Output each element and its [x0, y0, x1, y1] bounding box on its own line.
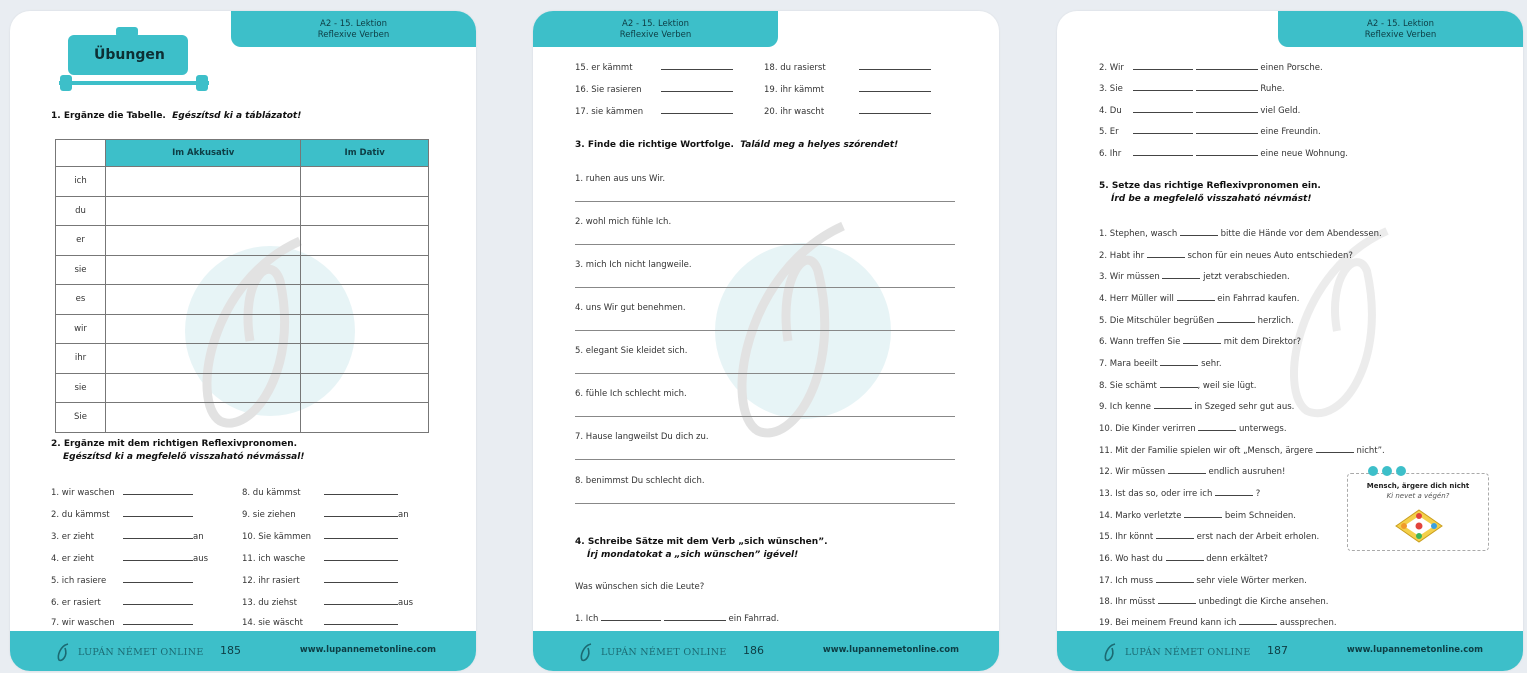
answer-blank[interactable] — [1198, 430, 1236, 431]
item-text: 20. ihr wascht — [764, 107, 825, 117]
row-pronoun: es — [56, 285, 106, 315]
exercise-2-title: 2. Ergänze mit dem richtigen Reflexivpronomen. — [51, 439, 298, 449]
workbook-page-185 — [10, 11, 476, 671]
row-pronoun: Sie — [56, 403, 106, 433]
list-item — [1099, 251, 1353, 261]
list-item: 2. wohl mich fühle Ich. — [575, 217, 672, 227]
item-text: 15. er kämmt — [575, 63, 633, 73]
row-pronoun: du — [56, 196, 106, 226]
row-pronoun: ihr — [56, 344, 106, 374]
answer-cell[interactable] — [301, 403, 429, 433]
answer-blank[interactable] — [1166, 560, 1204, 561]
footer-brand: LUPÁN NÉMET ONLINE — [78, 646, 204, 658]
list-item — [1099, 402, 1294, 412]
item-start: 4. Herr Müller will — [1099, 294, 1174, 304]
item-start: 1. Stephen, wasch — [1099, 229, 1178, 239]
answer-cell[interactable] — [106, 314, 301, 344]
item-end: unbedingt die Kirche ansehen. — [1198, 597, 1329, 607]
script-l-logo-icon — [577, 642, 595, 662]
answer-blank[interactable] — [1133, 69, 1193, 70]
item-start: 13. Ist das so, oder irre ich — [1099, 489, 1213, 499]
exercises-badge — [54, 21, 214, 101]
list-item — [1099, 63, 1323, 73]
list-item — [764, 107, 931, 117]
answer-blank[interactable] — [1183, 343, 1221, 344]
list-item — [242, 510, 409, 520]
answer-cell[interactable] — [106, 344, 301, 374]
item-start: 8. Sie schämt — [1099, 381, 1157, 391]
item-start: 2. Habt ihr — [1099, 251, 1145, 261]
list-item — [1099, 127, 1321, 137]
row-pronoun: sie — [56, 255, 106, 285]
item-text: 18. du rasierst — [764, 63, 826, 73]
answer-blank[interactable] — [1217, 322, 1255, 323]
item-text: 17. sie kämmen — [575, 107, 644, 117]
list-item: 4. uns Wir gut benehmen. — [575, 303, 686, 313]
item-text: 16. Sie rasieren — [575, 85, 642, 95]
list-item — [1099, 229, 1382, 239]
answer-blank[interactable] — [859, 69, 931, 70]
answer-blank[interactable] — [1196, 90, 1258, 91]
answer-cell[interactable] — [106, 285, 301, 315]
item-start: 12. Wir müssen — [1099, 467, 1166, 477]
answer-line[interactable] — [575, 416, 955, 417]
exercise-5-title: 5. Setze das richtige Reflexivpronomen ein. — [1099, 181, 1321, 191]
item-start: 2. Wir — [1099, 63, 1124, 73]
table-corner — [56, 140, 106, 167]
footer-url[interactable]: www.lupannemetonline.com — [299, 645, 436, 655]
list-item — [242, 532, 398, 542]
item-start: 15. Ihr könnt — [1099, 532, 1154, 542]
answer-blank[interactable] — [324, 560, 398, 561]
footer-url[interactable]: www.lupannemetonline.com — [822, 645, 959, 655]
answer-blank[interactable] — [324, 516, 398, 517]
list-item — [1099, 381, 1256, 391]
game-board-icon — [1394, 506, 1444, 546]
exercise-2-heading — [51, 438, 304, 464]
item-start: 5. Die Mitschüler begrüßen — [1099, 316, 1215, 326]
answer-cell[interactable] — [106, 403, 301, 433]
exercise-3-heading — [575, 140, 898, 150]
exercise-4-question: Was wünschen sich die Leute? — [575, 582, 705, 592]
item-text: 10. Sie kämmen — [242, 532, 312, 542]
list-item — [1099, 597, 1328, 607]
answer-cell[interactable] — [301, 314, 429, 344]
item-start: 6. Wann treffen Sie — [1099, 337, 1181, 347]
item-end: jetzt verabschieden. — [1203, 272, 1290, 282]
item-end: aussprechen. — [1279, 618, 1337, 628]
item-end: mit dem Direktor? — [1223, 337, 1301, 347]
page-number: 185 — [220, 644, 241, 657]
list-item — [575, 85, 733, 95]
list-item — [1099, 576, 1307, 586]
list-item — [1099, 149, 1348, 159]
list-item — [1099, 106, 1300, 116]
page-footer — [10, 631, 476, 671]
list-item — [1099, 532, 1319, 542]
item-start: 17. Ich muss — [1099, 576, 1154, 586]
answer-line[interactable] — [575, 201, 955, 202]
answer-blank[interactable] — [1160, 365, 1198, 366]
item-end: erst nach der Arbeit erholen. — [1196, 532, 1320, 542]
list-item — [1099, 337, 1301, 347]
item-text: 5. ich rasiere — [51, 576, 107, 586]
answer-line[interactable] — [575, 373, 955, 374]
answer-blank[interactable] — [123, 624, 193, 625]
page-number: 187 — [1267, 644, 1288, 657]
lesson-number: A2 - 15. Lektion — [320, 19, 387, 29]
item-suffix: aus — [398, 598, 414, 608]
item-end: herzlich. — [1257, 316, 1294, 326]
item-end: ? — [1255, 489, 1261, 499]
list-item — [51, 532, 204, 542]
list-item — [242, 554, 398, 564]
footer-logo — [54, 642, 204, 662]
answer-blank[interactable] — [664, 620, 726, 621]
item-start: 10. Die Kinder verirren — [1099, 424, 1196, 434]
table-row — [56, 196, 429, 226]
item-start: 1. Ich — [575, 614, 599, 624]
item-text: 14. sie wäscht — [242, 618, 303, 628]
row-pronoun: sie — [56, 373, 106, 403]
list-item — [764, 85, 931, 95]
item-start: 16. Wo hast du — [1099, 554, 1163, 564]
item-start: 14. Marko verletzte — [1099, 511, 1182, 521]
list-item — [1099, 272, 1290, 282]
list-item — [242, 598, 413, 608]
item-start: 6. Ihr — [1099, 149, 1122, 159]
list-item — [1099, 446, 1385, 456]
list-item — [575, 107, 733, 117]
item-end: denn erkältet? — [1206, 554, 1268, 564]
badge-title: Übungen — [94, 47, 165, 63]
answer-blank[interactable] — [1177, 300, 1215, 301]
workbook-page-186 — [533, 11, 999, 671]
list-item — [242, 576, 398, 586]
game-card-title: Mensch, ärgere dich nicht — [1366, 482, 1470, 490]
item-start: 3. Sie — [1099, 84, 1123, 94]
row-pronoun: er — [56, 226, 106, 256]
answer-blank[interactable] — [123, 582, 193, 583]
list-item — [575, 63, 733, 73]
exercise-1-title-hu: Egészítsd ki a táblázatot! — [172, 111, 302, 121]
item-text: 4. er zieht — [51, 554, 95, 564]
item-end: eine neue Wohnung. — [1260, 149, 1349, 159]
exercise-3-title-hu: Találd meg a helyes szórendet! — [740, 140, 899, 150]
item-suffix: an — [193, 532, 204, 542]
item-text: 19. ihr kämmt — [764, 85, 825, 95]
list-item — [1099, 424, 1287, 434]
item-start: 11. Mit der Familie spielen wir oft „Mensch, ärgere — [1099, 446, 1314, 456]
item-end: beim Schneiden. — [1224, 511, 1297, 521]
game-card-subtitle: Ki nevet a végén? — [1386, 492, 1450, 500]
item-text: 2. du kämmst — [51, 510, 110, 520]
answer-line[interactable] — [575, 287, 955, 288]
list-item — [51, 488, 193, 498]
exercise-4-title: 4. Schreibe Sätze mit dem Verb „sich wünschen”. — [575, 537, 828, 547]
answer-cell[interactable] — [301, 226, 429, 256]
answer-blank[interactable] — [1215, 495, 1253, 496]
list-item — [1099, 84, 1285, 94]
footer-brand: LUPÁN NÉMET ONLINE — [1125, 646, 1251, 658]
lesson-number: A2 - 15. Lektion — [1367, 19, 1434, 29]
item-end: einen Porsche. — [1260, 63, 1323, 73]
item-end: endlich ausruhen! — [1208, 467, 1286, 477]
answer-cell[interactable] — [106, 226, 301, 256]
exercise-5-title-hu: Írd be a megfelelő visszaható névmást! — [1111, 194, 1312, 204]
answer-blank[interactable] — [1133, 155, 1193, 156]
answer-cell[interactable] — [301, 373, 429, 403]
exercise-5-heading — [1099, 180, 1321, 206]
list-item — [51, 576, 193, 586]
lesson-tab — [533, 11, 778, 47]
item-text: 7. wir waschen — [51, 618, 115, 628]
table-row — [56, 285, 429, 315]
table-row — [56, 167, 429, 197]
answer-blank[interactable] — [1133, 112, 1193, 113]
list-item: 6. fühle Ich schlecht mich. — [575, 389, 687, 399]
answer-cell[interactable] — [301, 285, 429, 315]
answer-blank[interactable] — [123, 560, 193, 561]
answer-blank[interactable] — [1147, 257, 1185, 258]
page-footer — [533, 631, 999, 671]
list-item — [1099, 489, 1260, 499]
table-row — [56, 226, 429, 256]
answer-blank[interactable] — [1239, 624, 1277, 625]
row-pronoun: wir — [56, 314, 106, 344]
item-end: ein Fahrrad kaufen. — [1217, 294, 1300, 304]
footer-brand: LUPÁN NÉMET ONLINE — [601, 646, 727, 658]
list-item — [51, 510, 193, 520]
answer-cell[interactable] — [301, 344, 429, 374]
list-item: 1. ruhen aus uns Wir. — [575, 174, 666, 184]
item-text: 11. ich wasche — [242, 554, 306, 564]
lesson-topic: Reflexive Verben — [619, 30, 692, 40]
answer-blank[interactable] — [601, 620, 661, 621]
list-item — [51, 598, 193, 608]
answer-blank[interactable] — [661, 91, 733, 92]
answer-blank[interactable] — [1316, 452, 1354, 453]
list-item — [575, 614, 779, 624]
answer-cell[interactable] — [301, 196, 429, 226]
answer-blank[interactable] — [1154, 408, 1192, 409]
list-item — [1099, 294, 1300, 304]
item-text: 1. wir waschen — [51, 488, 115, 498]
item-start: 5. Er — [1099, 127, 1119, 137]
answer-blank[interactable] — [1133, 133, 1193, 134]
list-item — [51, 618, 193, 628]
table-row — [56, 403, 429, 433]
list-item — [1099, 316, 1294, 326]
item-end: schon für ein neues Auto entschieden? — [1187, 251, 1353, 261]
list-item: 5. elegant Sie kleidet sich. — [575, 346, 688, 356]
list-item: 8. benimmst Du schlecht dich. — [575, 476, 705, 486]
exercise-4-heading — [575, 536, 828, 562]
list-item — [51, 554, 208, 564]
answer-cell[interactable] — [301, 255, 429, 285]
answer-line[interactable] — [575, 503, 955, 504]
exercise-3-title: 3. Finde die richtige Wortfolge. — [575, 140, 734, 150]
answer-blank[interactable] — [324, 624, 398, 625]
list-item — [1099, 511, 1296, 521]
answer-blank[interactable] — [1133, 90, 1193, 91]
footer-url[interactable]: www.lupannemetonline.com — [1346, 645, 1483, 655]
list-item — [1099, 618, 1337, 628]
list-item — [242, 488, 398, 498]
answer-blank[interactable] — [1196, 112, 1258, 113]
answer-cell[interactable] — [106, 167, 301, 197]
column-header-dativ: Im Dativ — [301, 140, 429, 167]
item-end: bitte die Hände vor dem Abendessen. — [1220, 229, 1382, 239]
item-end: , weil sie lügt. — [1197, 381, 1257, 391]
item-end: sehr viele Wörter merken. — [1196, 576, 1307, 586]
answer-blank[interactable] — [123, 538, 193, 539]
table-row — [56, 314, 429, 344]
item-end: in Szeged sehr gut aus. — [1194, 402, 1295, 412]
answer-blank[interactable] — [1160, 387, 1198, 388]
exercise-1-heading — [51, 111, 301, 121]
list-item — [764, 63, 931, 73]
item-text: 3. er zieht — [51, 532, 95, 542]
list-item: 7. Hause langweilst Du dich zu. — [575, 432, 709, 442]
answer-blank[interactable] — [324, 538, 398, 539]
lesson-number: A2 - 15. Lektion — [622, 19, 689, 29]
row-pronoun: ich — [56, 167, 106, 197]
answer-blank[interactable] — [123, 516, 193, 517]
watermark-logo — [683, 211, 903, 451]
item-start: 18. Ihr müsst — [1099, 597, 1156, 607]
answer-blank[interactable] — [1196, 133, 1258, 134]
item-end: ein Fahrrad. — [728, 614, 780, 624]
list-item — [242, 618, 398, 628]
item-end: unterwegs. — [1239, 424, 1287, 434]
item-start: 19. Bei meinem Freund kann ich — [1099, 618, 1237, 628]
answer-blank[interactable] — [1162, 278, 1200, 279]
workbook-page-187 — [1057, 11, 1523, 671]
item-start: 3. Wir müssen — [1099, 272, 1160, 282]
answer-line[interactable] — [575, 330, 955, 331]
answer-blank[interactable] — [123, 604, 193, 605]
answer-blank[interactable] — [1158, 603, 1196, 604]
item-text: 9. sie ziehen — [242, 510, 296, 520]
answer-blank[interactable] — [1168, 473, 1206, 474]
answer-blank[interactable] — [859, 113, 931, 114]
answer-blank[interactable] — [859, 91, 931, 92]
board-game-card — [1347, 473, 1489, 551]
footer-logo — [577, 642, 727, 662]
exercise-1-title: 1. Ergänze die Tabelle. — [51, 111, 166, 121]
answer-line[interactable] — [575, 459, 955, 460]
table-row — [56, 344, 429, 374]
list-item: 3. mich Ich nicht langweile. — [575, 260, 692, 270]
answer-blank[interactable] — [324, 604, 398, 605]
footer-logo — [1101, 642, 1251, 662]
lesson-tab — [1278, 11, 1523, 47]
answer-blank[interactable] — [1156, 538, 1194, 539]
item-start: 7. Mara beeilt — [1099, 359, 1158, 369]
table-row — [56, 255, 429, 285]
dots-icon — [1368, 466, 1406, 476]
item-end: Ruhe. — [1260, 84, 1285, 94]
lesson-topic: Reflexive Verben — [317, 30, 390, 40]
list-item — [1099, 467, 1285, 477]
answer-cell[interactable] — [106, 196, 301, 226]
table-row — [56, 373, 429, 403]
answer-blank[interactable] — [1180, 235, 1218, 236]
item-suffix: an — [398, 510, 409, 520]
script-l-logo-icon — [1101, 642, 1119, 662]
answer-cell[interactable] — [106, 373, 301, 403]
item-start: 4. Du — [1099, 106, 1122, 116]
lesson-topic: Reflexive Verben — [1364, 30, 1437, 40]
item-start: 9. Ich kenne — [1099, 402, 1151, 412]
column-header-akkusativ: Im Akkusativ — [106, 140, 301, 167]
script-l-logo-icon — [54, 642, 72, 662]
answer-blank[interactable] — [1184, 517, 1222, 518]
answer-blank[interactable] — [1196, 69, 1258, 70]
answer-cell[interactable] — [106, 255, 301, 285]
item-end: viel Geld. — [1260, 106, 1301, 116]
answer-line[interactable] — [575, 244, 955, 245]
answer-blank[interactable] — [661, 69, 733, 70]
answer-cell[interactable] — [301, 167, 429, 197]
answer-blank[interactable] — [324, 582, 398, 583]
item-text: 6. er rasiert — [51, 598, 101, 608]
page-footer — [1057, 631, 1523, 671]
list-item — [1099, 554, 1268, 564]
exercise-2-title-hu: Egészítsd ki a megfelelő visszaható névmással! — [63, 452, 305, 462]
lesson-tab — [231, 11, 476, 47]
answer-blank[interactable] — [123, 494, 193, 495]
item-end: nicht”. — [1356, 446, 1385, 456]
item-text: 8. du kämmst — [242, 488, 301, 498]
exercise-4-title-hu: Írj mondatokat a „sich wünschen” igével! — [587, 550, 799, 560]
item-text: 12. ihr rasiert — [242, 576, 300, 586]
item-suffix: aus — [193, 554, 209, 564]
item-text: 13. du ziehst — [242, 598, 297, 608]
list-item — [1099, 359, 1222, 369]
item-end: eine Freundin. — [1260, 127, 1321, 137]
page-number: 186 — [743, 644, 764, 657]
answer-blank[interactable] — [1196, 155, 1258, 156]
answer-blank[interactable] — [324, 494, 398, 495]
item-end: sehr. — [1201, 359, 1222, 369]
answer-blank[interactable] — [1156, 582, 1194, 583]
answer-blank[interactable] — [661, 113, 733, 114]
pronoun-table — [55, 139, 429, 433]
